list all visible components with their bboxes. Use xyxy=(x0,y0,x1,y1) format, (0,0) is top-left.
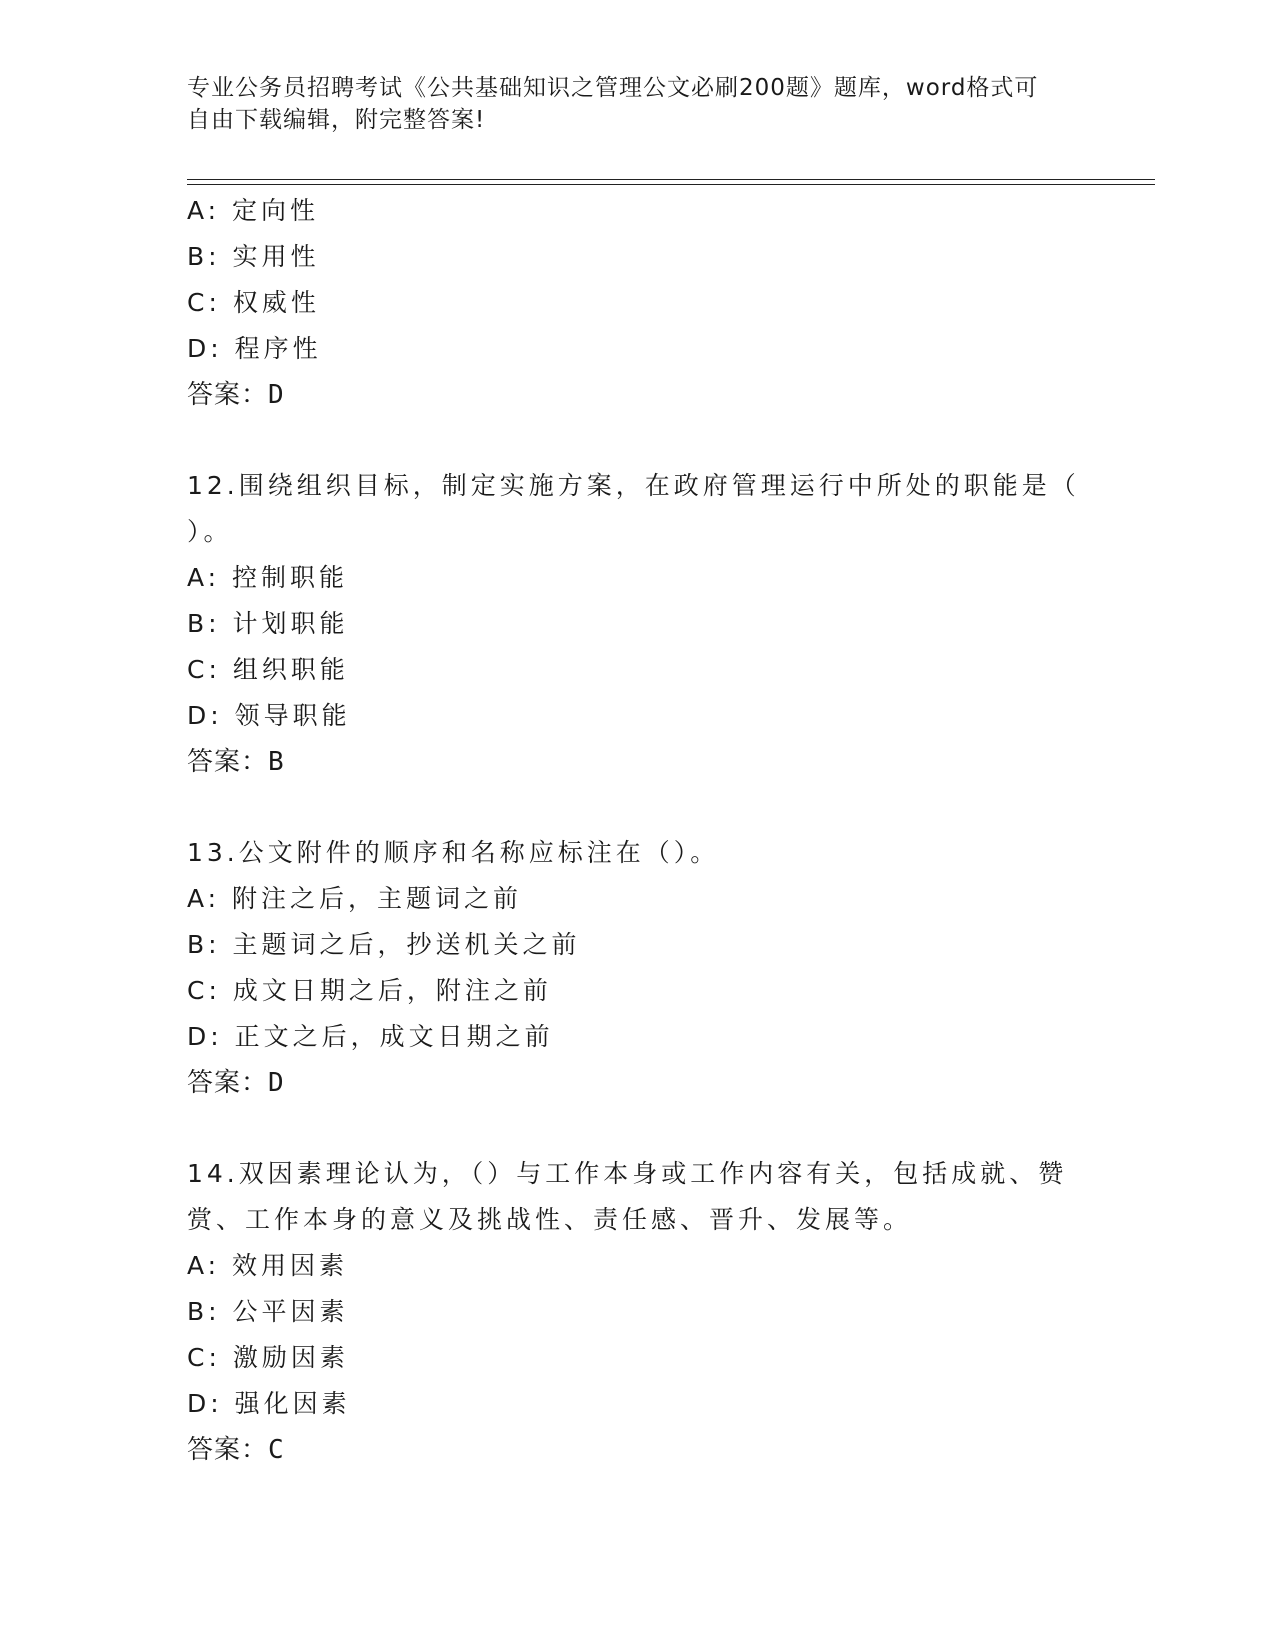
question-stem: 13.公文附件的顺序和名称应标注在（）。 xyxy=(187,838,720,867)
option-d: D: 程序性 xyxy=(187,334,322,363)
question-14 xyxy=(187,1151,1087,1473)
option-a: A: 定向性 xyxy=(187,196,320,225)
option-a: A: 控制职能 xyxy=(187,563,349,592)
option-c: C: 组织职能 xyxy=(187,655,349,684)
header-line-2: 自由下载编辑，附完整答案! xyxy=(187,107,486,133)
header-divider-top xyxy=(187,179,1155,180)
option-d: D: 正文之后，成文日期之前 xyxy=(187,1022,554,1051)
option-b: B: 主题词之后，抄送机关之前 xyxy=(187,930,581,959)
question-stem: 14.双因素理论认为，（）与工作本身或工作内容有关，包括成就、赞 赏、工作本身的意义及挑战性、责任感、晋升、发展等。 xyxy=(187,1159,1068,1234)
question-11 xyxy=(187,188,1087,418)
question-stem: 12.围绕组织目标，制定实施方案，在政府管理运行中所处的职能是（ ）。 xyxy=(187,471,1080,546)
document-header xyxy=(187,72,1087,136)
option-b: B: 公平因素 xyxy=(187,1297,349,1326)
answer: 答案：D xyxy=(187,380,285,410)
answer: 答案：C xyxy=(187,1435,285,1465)
option-c: C: 激励因素 xyxy=(187,1343,349,1372)
answer: 答案：D xyxy=(187,1068,285,1098)
question-12 xyxy=(187,463,1087,785)
option-d: D: 强化因素 xyxy=(187,1389,351,1418)
option-c: C: 权威性 xyxy=(187,288,320,317)
option-b: B: 实用性 xyxy=(187,242,320,271)
option-c: C: 成文日期之后，附注之前 xyxy=(187,976,552,1005)
question-13 xyxy=(187,830,1087,1106)
header-line-1: 专业公务员招聘考试《公共基础知识之管理公文必刷200题》题库，word格式可 xyxy=(187,75,1039,101)
answer: 答案：B xyxy=(187,747,285,777)
option-a: A: 附注之后，主题词之前 xyxy=(187,884,523,913)
header-divider-bottom xyxy=(187,184,1155,185)
option-a: A: 效用因素 xyxy=(187,1251,349,1280)
option-b: B: 计划职能 xyxy=(187,609,349,638)
question-list xyxy=(187,188,1087,1473)
option-d: D: 领导职能 xyxy=(187,701,351,730)
